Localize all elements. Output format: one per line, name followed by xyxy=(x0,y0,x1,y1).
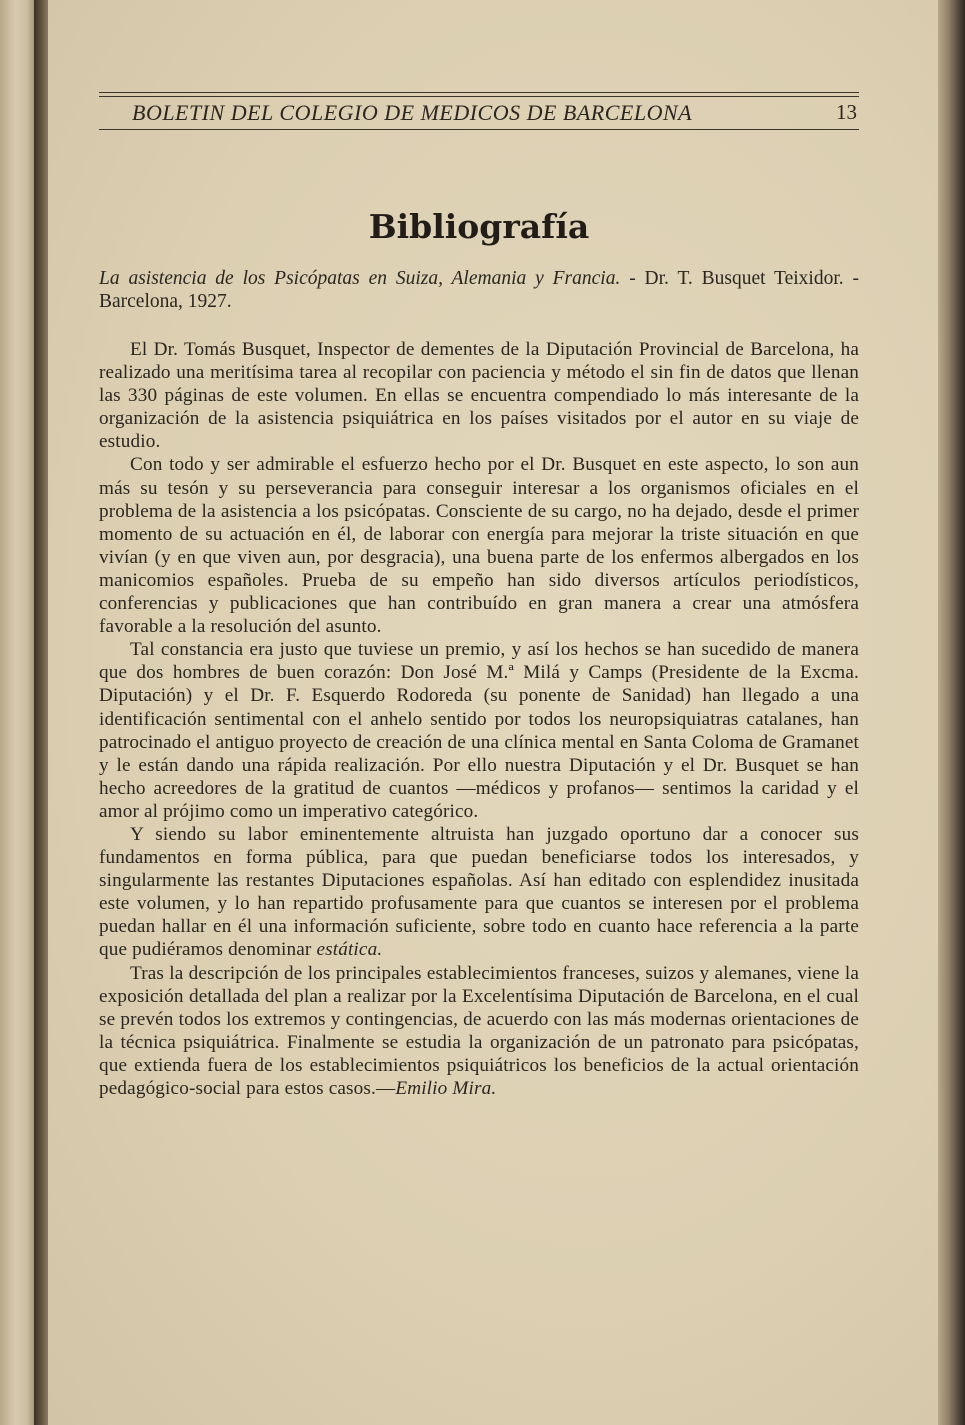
paragraph xyxy=(99,823,859,962)
paragraph-text: Y siendo su labor eminentemente altruista han juzgado oportuno dar a conocer sus fundamentos en forma pública, para que puedan beneficiarse todos los interesados, y singularmente las restantes Diputaciones españolas. Así han editado con esplendidez inusitada este volumen, y lo han repartido profusamente para que cuantos se interesen por el problema puedan hallar en él una información suficiente, sobre todo en cuanto hace referencia a la parte que pudiéramos denominar xyxy=(99,823,859,961)
author-signature: Emilio Mira. xyxy=(395,1078,497,1099)
header-rule xyxy=(99,96,859,97)
paragraph-text: Tras la descripción de los principales establecimientos franceses, suizos y alemanes, viene la exposición detallada del plan a realizar por la Excelentísima Diputación de Barcelona, en el cual se prevén todos los extremos y contingencias, de acuerdo con las más modernas orientaciones de la técnica psiquiátrica. Finalmente se estudia la organización de un patronato para psicópatas, que extienda fuera de los establecimientos psiquiátricos los beneficios de la actual orientación pedagógico-social para estos casos.— xyxy=(99,962,859,1099)
citation-title: La asistencia de los Psicópatas en Suiza, Alemania y Francia. xyxy=(99,268,621,289)
page-number: 13 xyxy=(836,100,857,124)
review-body xyxy=(99,338,859,1100)
paragraph: Tal constancia era justo que tuviese un premio, y así los hechos se han sucedido de manera que dos hombres de buen corazón: Don José M.ª Milá y Camps (Presidente de la Excma. Diputación) y el Dr. F. Esquerdo Rodoreda (su ponente de Sanidad) han llegado a una identificación sentimental con el anhelo sentido por todos los neuropsiquiatras catalanes, han patrocinado el antiguo proyecto de creación de una clínica mental en Santa Coloma de Gramanet y le están dando una rápida realización. Por ello nuestra Diputación y el Dr. Busquet se han hecho acreedores de la gratitud de cuantos —médicos y profanos— sentimos la caridad y el amor al prójimo como un imperativo categórico. xyxy=(99,639,859,822)
page-right-edge xyxy=(938,0,965,1425)
section-title: Bibliografía xyxy=(368,207,590,246)
paragraph: El Dr. Tomás Busquet, Inspector de dementes de la Diputación Provincial de Barcelona, ha realizado una meritísima tarea al recopilar con paciencia y método el sin fin de datos que llenan las 330 páginas de este volumen. En ellas se encuentra compendiado lo más interesante de la organización de la asistencia psiquiátrica en los países visitados por el autor en su viaje de estudio. xyxy=(99,339,859,453)
paragraph xyxy=(99,962,859,1101)
paragraph: Con todo y ser admirable el esfuerzo hecho por el Dr. Busquet en este aspecto, lo son aun más su tesón y su perseverancia para conseguir interesar a los organismos oficiales en el problema de la asistencia a los psicópatas. Consciente de su cargo, no ha dejado, desde el primer momento de su actuación en él, de laborar con energía para mejorar la triste situación en que vivían (y en que viven aun, por desgracia), una buena parte de los enfermos albergados en los manicomios españoles. Prueba de su empeño han sido diversos artículos periodísticos, conferencias y publicaciones que han contribuído en gran manera a crear una atmósfera favorable a la resolución del asunto. xyxy=(99,454,859,638)
italic-term: estática. xyxy=(316,939,383,961)
citation-details: - Dr. T. Busquet Teixidor. - Barcelona, 1927. xyxy=(99,268,859,312)
journal-title: BOLETIN DEL COLEGIO DE MEDICOS DE BARCELONA xyxy=(132,100,693,125)
book-gutter xyxy=(34,0,48,1425)
previous-page-edge xyxy=(0,0,34,1425)
running-header xyxy=(99,92,859,130)
book-citation xyxy=(99,267,859,313)
